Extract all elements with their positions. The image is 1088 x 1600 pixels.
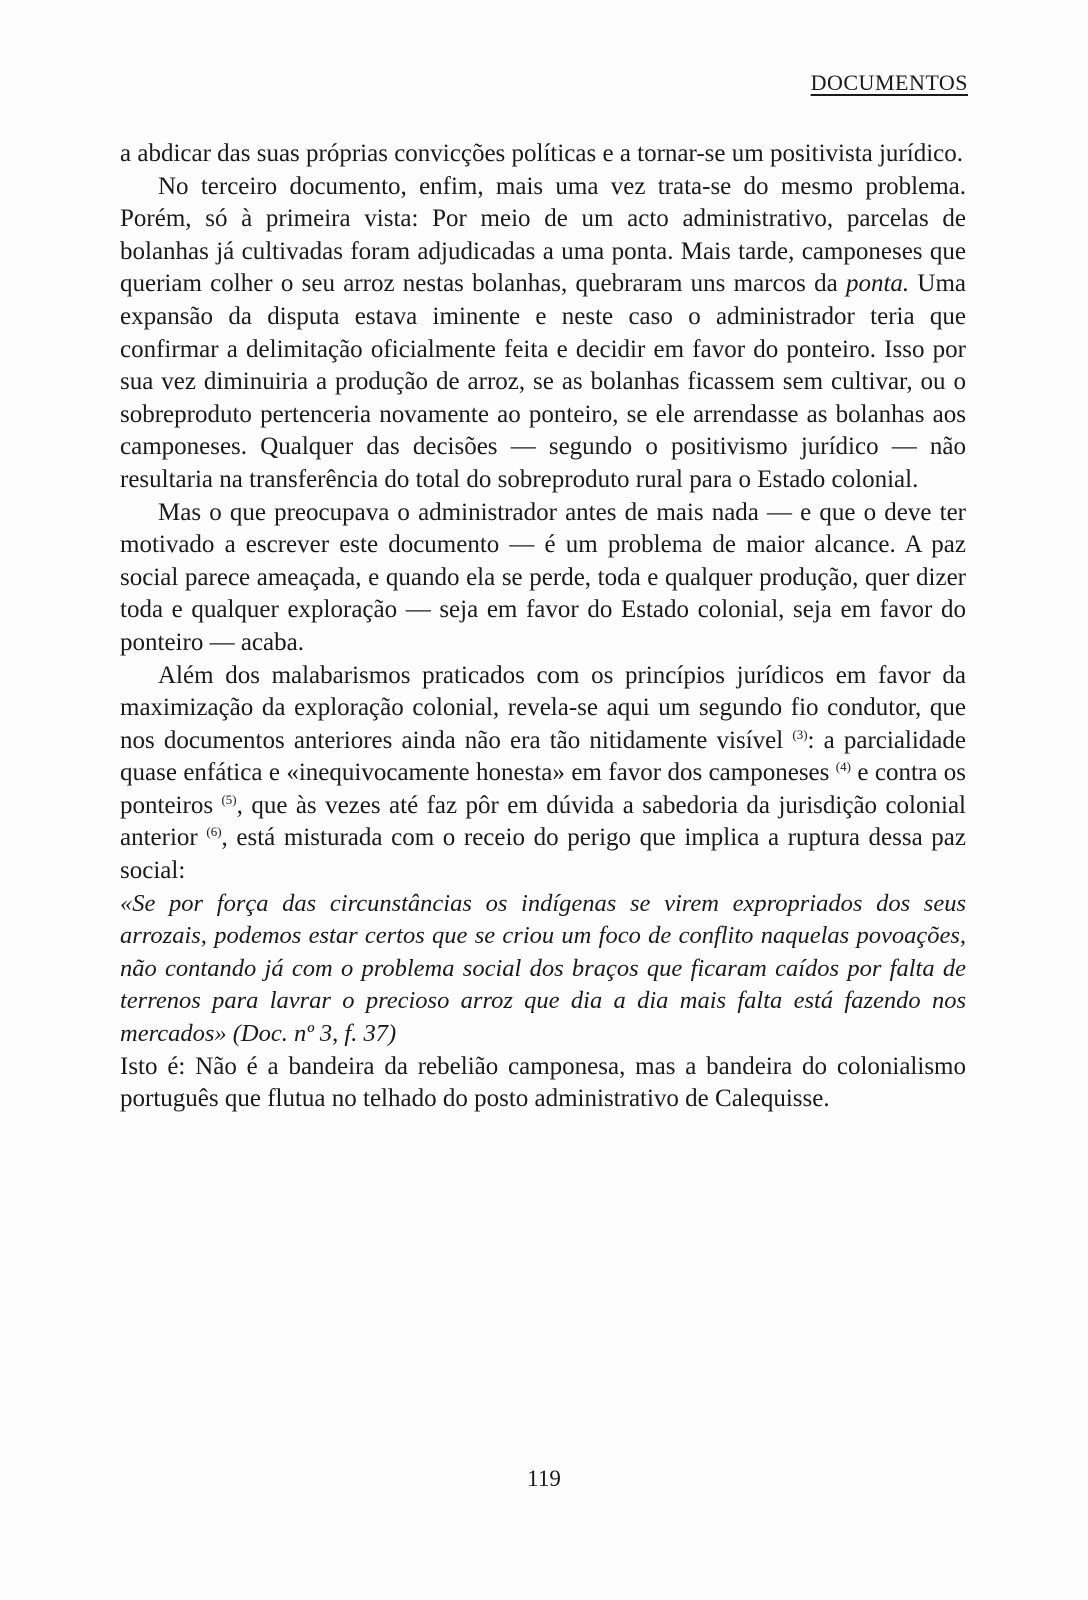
footnote-ref-4: (4) [835, 759, 851, 775]
quote-citation: (Doc. nº 3, f. 37) [226, 1020, 397, 1048]
paragraph-4-text-5: , está misturada com o receio do perigo que implica a ruptura dessa paz social: [120, 824, 967, 885]
body-text [120, 138, 966, 1116]
page-number: 119 [527, 1466, 561, 1491]
paragraph-2 [120, 171, 966, 497]
closing-paragraph: Isto é: Não é a bandeira da rebelião camponesa, mas a bandeira do colonialismo português que flutua no telhado do posto administrativo de Calequisse. [120, 1052, 966, 1113]
footnote-ref-6: (6) [206, 824, 222, 840]
paragraph-4-text-1: Além dos malabarismos praticados com os princípios jurídicos em favor da maximização da exploração colonial, revela-se aqui um segundo fio condutor, que nos documentos anteriores ainda não era tão nitidamente visível [120, 661, 966, 754]
paragraph-2-emphasis: ponta. [845, 270, 910, 298]
paragraph-3: Mas o que preocupava o administrador antes de mais nada — e que o deve ter motivado a escrever este documento — é um problema de maior alcance. A paz social parece ameaçada, e quando ela se perde, toda e qualquer produção, quer dizer toda e qualquer exploração — seja em favor do Estado colonial, seja em favor do ponteiro — acaba. [120, 498, 966, 656]
quote-text: «Se por força das circunstâncias os indígenas se virem expropriados dos seus arrozais, podemos estar certos que se criou um foco de conflito naquelas povoações, não contando já com o problema social dos braços que ficaram caídos por falta de terrenos para lavrar o precioso arroz que dia a dia mais falta está fazendo nos mercados» [120, 889, 966, 1048]
paragraph-4 [120, 660, 966, 888]
block-quote [120, 888, 966, 1051]
paragraph-4-text-4: , que às vezes até faz pôr em dúvida a sabedoria da jurisdição colonial anterior [120, 791, 966, 852]
paragraph-2-text-a: No terceiro documento, enfim, mais uma vez trata-se do mesmo problema. Porém, só à primeira vista: Por meio de um acto administrativo, parcelas de bolanhas já cultivadas foram adjudicadas a uma ponta. Mais tarde, camponeses que queriam colher o seu arroz nestas bolanhas, quebraram uns marcos da [120, 172, 966, 298]
running-head: DOCUMENTOS [810, 70, 968, 95]
paragraph-4-text-2: : a parcialidade quase enfática e «inequivocamente honesta» em favor dos camponeses [120, 726, 967, 787]
paragraph-2-text-b: Uma expansão da disputa estava iminente e neste caso o administrador teria que confirmar a delimitação oficialmente feita e decidir em favor do ponteiro. Isso por sua vez diminuiria a produção de arroz, se as bolanhas ficassem sem cultivar, ou o sobreproduto pertenceria novamente ao ponteiro, se ele arrendasse as bolanhas aos camponeses. Qualquer das decisões — segundo o positivismo jurídico — não resultaria na transferência do total do sobreproduto rural para o Estado colonial. [120, 270, 966, 493]
paragraph-1: a abdicar das suas próprias convicções políticas e a tornar-se um positivista jurídico. [120, 140, 963, 167]
footnote-ref-3: (3) [792, 726, 808, 742]
footnote-ref-5: (5) [221, 791, 237, 807]
paragraph-4-text-3: e contra os ponteiros [120, 759, 966, 819]
